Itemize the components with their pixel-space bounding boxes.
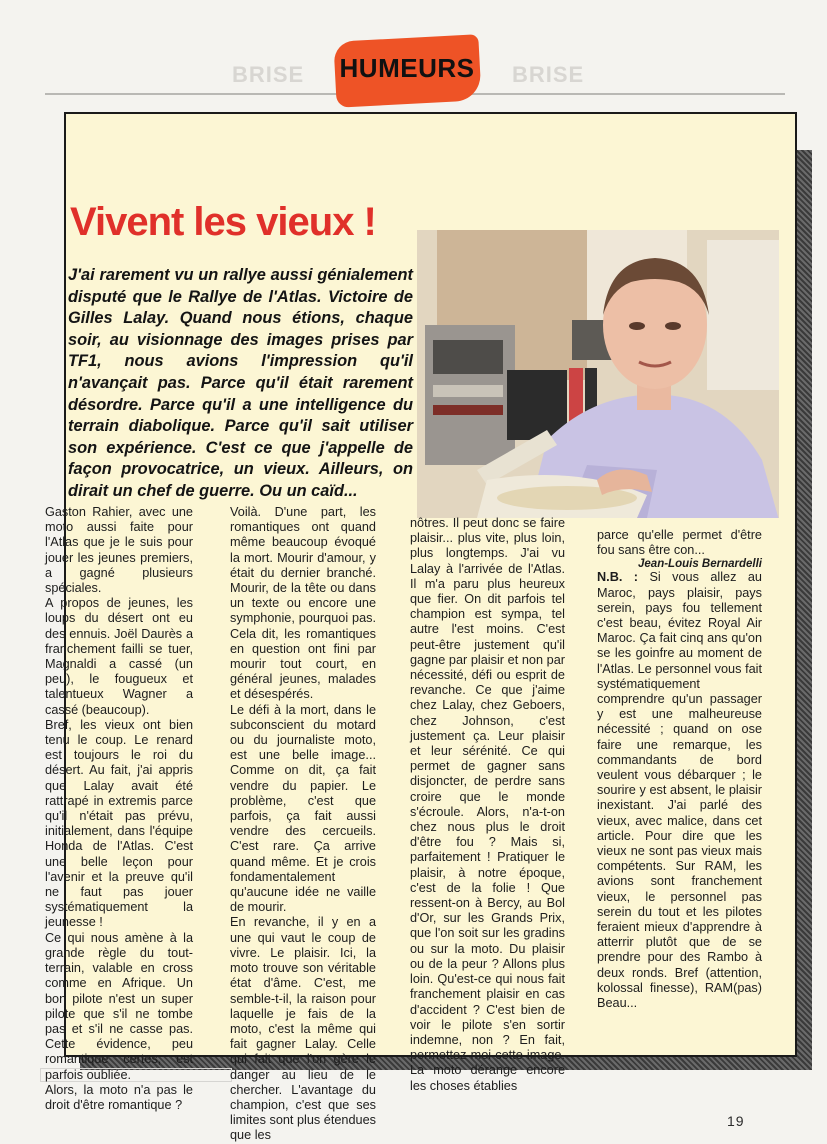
paragraph: Le défi à la mort, dans le subconscient du motard ou du journaliste moto, est une belle image... Comme on dit, ça fait vendre du papier. Le problème, c'est que parfois, ça fait aussi vendre des cercueils. C'est rare. Ça arrive quand même. Et je crois fondamentalement qu'aucune idée ne vaille de mourir. [230,702,376,915]
author-photo [417,230,779,518]
nb-text: Si vous allez au Maroc, pays plaisir, pays serein, pays fou tellement c'est beau, évitez Royal Air Maroc. Ça fait cinq ans qu'on se les goinfre au moment de l'Atlas. Le personnel vous fait systématiquement comprendre qu'un passager y est une malheureuse nécessité ; quand on ose faire une remarque, les commandants de bord veulent vous débarquer ; le sourire y est absent, le plaisir inexistant. J'ai parlé des vieux, avec malice, dans cet article. Pour dire que les vieux ne sont pas vieux mais compétents. Sur RAM, les avions sont franchement vieux, le personnel pas serein du tout et les pilotes feraient mieux d'apprendre à atterrir plutôt que de se prendre pour des Rambo à deux ronds. Bref (attention, kolossal finesse), RAM(pas) Beau... [597,570,762,1011]
article-column-1 [45,505,193,1113]
article-column-3 [410,516,565,1094]
paragraph: Ce qui nous amène à la grande règle du tout-terrain, valable en cross comme en Afrique. Un bon pilote n'est un super pilote que s'il ne tombe pas et s'il ne casse pas. Cette évidence, peu romantique certes, est parfois oubliée. [45,930,193,1082]
page-number: 19 [727,1113,745,1129]
article-intro: J'ai rarement vu un rallye aussi génialement disputé que le Rallye de l'Atlas. Victoire de Gilles Lalay. Quand nous étions, chaque soir, au visionnage des images prises par TF1, nous avions l'impression qu'il n'avançait pas. Parce qu'il était rarement désordre. Parce qu'il a une intelligence du terrain diabolique. Parce qu'il sait utiliser son expérience. C'est ce que j'appelle de façon provocatrice, un vieux. Ailleurs, on dirait un chef de guerre. Ou un caïd... [68,266,413,500]
ghost-rubric-right: BRISE [512,62,585,87]
author-photo-illustration [417,230,779,518]
nb-paragraph [597,570,762,1011]
paragraph: Voilà. D'une part, les romantiques ont quand même beaucoup évoqué la mort. Mourir d'amour, y était du dernier branché. Mourir, de la tête ou dans un texte ou encore une symphonie, pourquoi pas. Cela dit, les romantiques en question ont fini par mourir tout court, en général jeunes, malades et désespérés. [230,505,376,702]
article-title: Vivent les vieux ! [70,200,376,244]
article-column-2 [230,505,376,1144]
nb-label: N.B. : [597,570,639,585]
paragraph: A propos de jeunes, les loups du désert ont eu des ennuis. Joël Daurès a franchement failli se tuer, Magnaldi a cassé (un peu), le fougueux et talentueux Wagner a cassé (beaucoup). [45,596,193,717]
paragraph: Alors, la moto n'a pas le droit d'être romantique ? [45,1082,193,1112]
article-column-4 [597,528,762,1011]
paragraph: Gaston Rahier, avec une moto aussi faite pour l'Atlas que je le suis pour jouer les jeunes premiers, a gagné plusieurs spéciales. [45,505,193,596]
paragraph: En revanche, il y en a une qui vaut le coup de vivre. Le plaisir. Ici, la moto trouve son véritable état d'âme. C'est, me semble-t-il, la raison pour laquelle je fais de la moto, c'est la même qui fait gagner Lalay. Celle qui fait que l'on gère le danger au lieu de le chercher. L'avantage du champion, c'est que ses limites sont plus étendues que les [230,915,376,1143]
paragraph: parce qu'elle permet d'être fou sans être con... [597,528,762,558]
author-signature: Jean-Louis Bernardelli [638,558,762,571]
paragraph: Bref, les vieux ont bien tenu le coup. Le renard est toujours le roi du désert. Au fait, j'ai appris que Lalay avait été rattrapé in extremis parce qu'il n'était pas prévu, initialement, dans l'équipe Honda de l'Atlas. C'est une belle leçon pour l'avenir et la preuve qu'il ne faut pas jouer systématiquement la jeunesse ! [45,717,193,930]
paragraph: nôtres. Il peut donc se faire plaisir... plus vite, plus loin, plus longtemps. J'ai vu Lalay à l'arrivée de l'Atlas. Il m'a paru plus heureux que fier. On dit parfois tel champion est sympa, tel autre l'est moins. C'est peut-être justement qu'il gagne par plaisir et non par nécessité, défi ou esprit de revanche. Ce que j'aime chez Lalay, chez Geboers, chez Johnson, c'est justement ça. Leur plaisir et leur sérénité. Ce qui permet de gagner sans disjoncter, de perdre sans croire que le monde s'écroule. Alors, n'a-t-on chez nous plus le droit d'être fou ? Mais si, parfaitement ! Pratiquer le plaisir, à notre époque, c'est de la folie ! Que ressent-on à Bercy, au Bol d'Or, sur les Grands Prix, que l'on soit sur les gradins ou sur la moto. Du plaisir ou de la peur ? Allons plus loin. Qu'est-ce qui nous fait franchement plaisir en cas d'accident ? C'est bien de voir le pilote s'en sortir indemne, non ? En fait, permettez-moi cette image. La moto dérange encore les choses établies [410,516,565,1093]
rubric-title: HUMEURS [339,53,475,83]
ghost-rubric-left: BRISE [232,62,305,87]
